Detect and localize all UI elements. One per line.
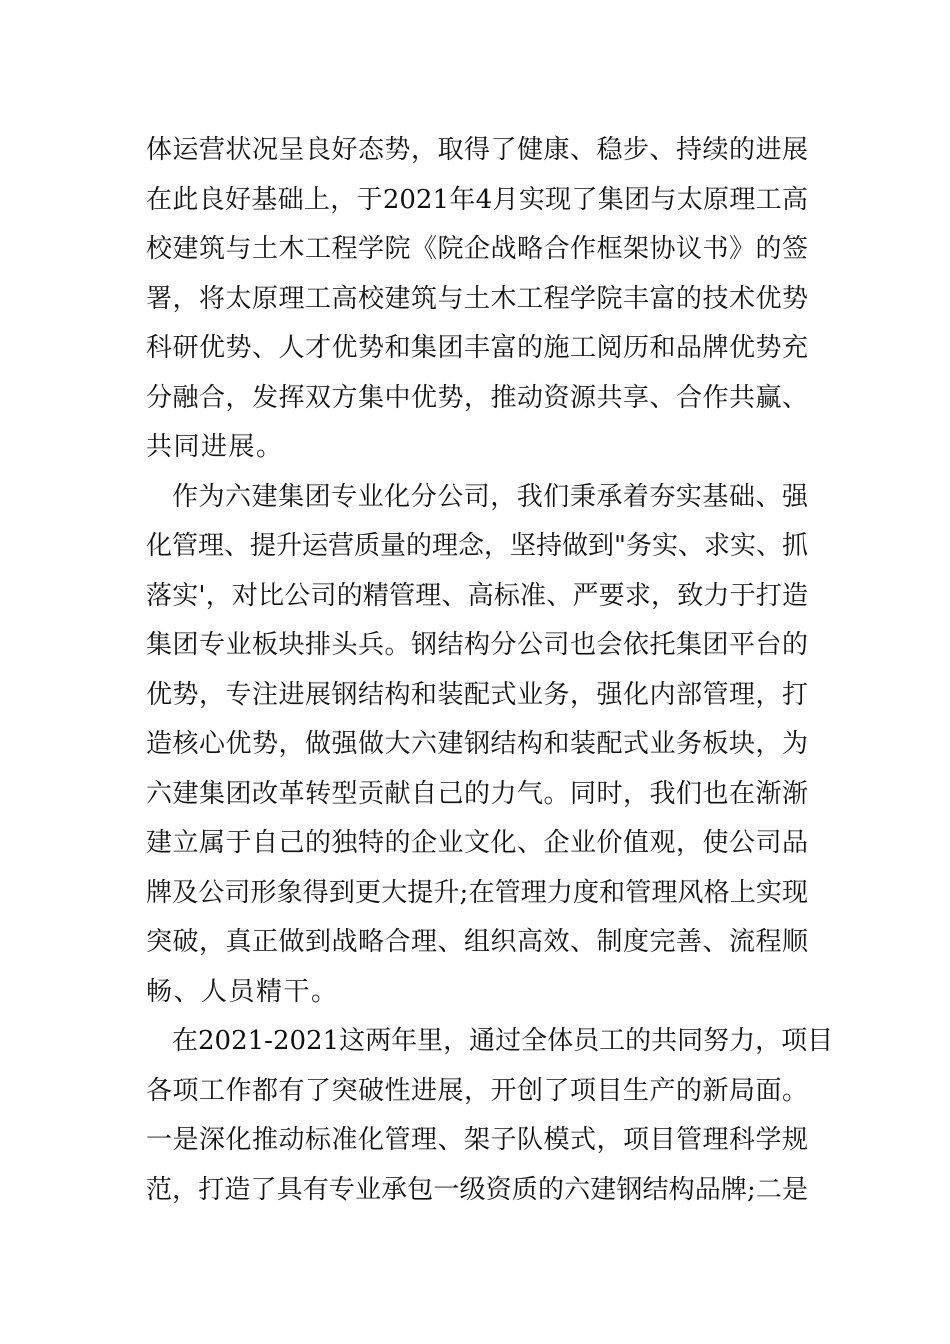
text-line: 造核心优势，做强做大六建钢结构和装配式业务板块，为 [146, 729, 808, 759]
text-line: 体运营状况呈良好态势，取得了健康、稳步、持续的进展 [146, 135, 808, 165]
text-line: 科研优势、人才优势和集团丰富的施工阅历和品牌优势充 [146, 333, 808, 363]
paragraph-1 [146, 126, 808, 473]
text-line: 在此良好基础上，于2021年4月实现了集团与太原理工高 [146, 184, 808, 215]
text-line: 牌及公司形象得到更大提升;在管理力度和管理风格上实现 [146, 877, 808, 908]
text-line: 校建筑与土木工程学院《院企战略合作框架协议书》的签 [146, 234, 808, 264]
text-line: 化管理、提升运营质量的理念，坚持做到"务实、求实、抓 [146, 531, 808, 561]
text-line: 共同进展。 [146, 432, 284, 462]
paragraph-3 [146, 1017, 834, 1215]
text-line: 突破，真正做到战略合理、组织高效、制度完善、流程顺 [146, 927, 808, 957]
text-line: 落实'，对比公司的精管理、高标准、严要求，致力于打造 [146, 580, 808, 611]
text-line: 建立属于自己的独特的企业文化、企业价值观，使公司品 [146, 828, 808, 858]
paragraph-2 [146, 473, 808, 1018]
text-line: 作为六建集团专业化分公司，我们秉承着夯实基础、强 [172, 481, 808, 512]
text-line: 一是深化推动标准化管理、架子队模式，项目管理科学规 [146, 1125, 808, 1155]
text-line: 分融合，发挥双方集中优势，推动资源共享、合作共赢、 [146, 382, 808, 413]
document-body [146, 126, 834, 1215]
text-line: 各项工作都有了突破性进展，开创了项目生产的新局面。 [146, 1075, 808, 1106]
text-line: 范，打造了具有专业承包一级资质的六建钢结构品牌;二是 [146, 1174, 808, 1205]
text-line: 优势，专注进展钢结构和装配式业务，强化内部管理，打 [146, 679, 808, 710]
text-line: 署，将太原理工高校建筑与土木工程学院丰富的技术优势 [146, 283, 808, 314]
text-line: 在2021-2021这两年里，通过全体员工的共同努力，项目 [172, 1026, 834, 1056]
text-line: 畅、人员精干。 [146, 976, 339, 1007]
text-line: 六建集团改革转型贡献自己的力气。同时，我们也在渐渐 [146, 778, 808, 809]
text-line: 集团专业板块排头兵。钢结构分公司也会依托集团平台的 [146, 630, 808, 660]
